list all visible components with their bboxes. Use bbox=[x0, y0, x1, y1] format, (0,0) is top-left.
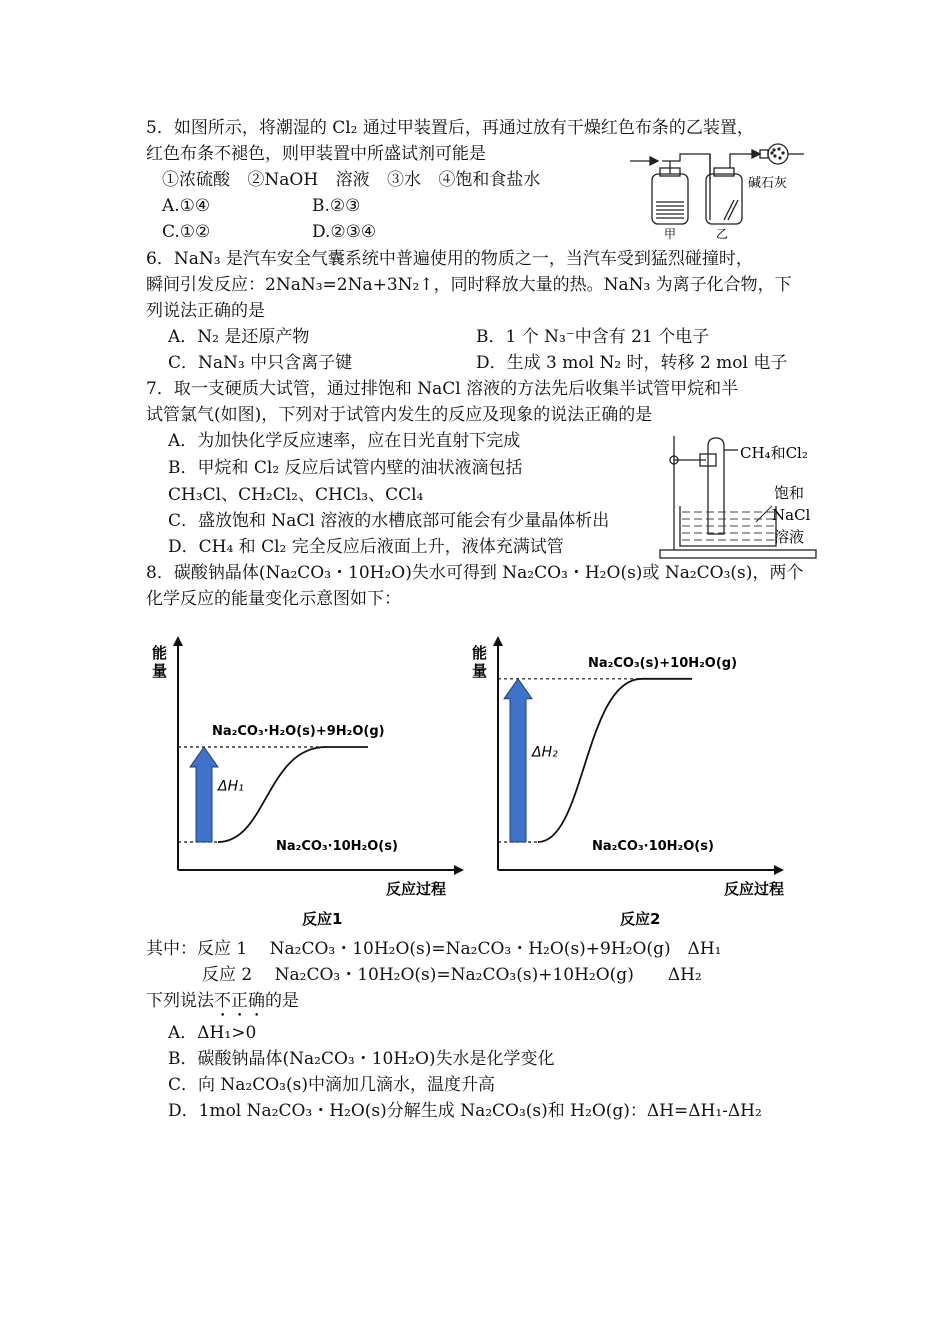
x-axis-label: 反应过程 bbox=[724, 880, 785, 898]
q8-question-post: 的是 bbox=[265, 991, 299, 1011]
q5-line2: 红色布条不褪色，则甲装置中所盛试剂可能是 bbox=[146, 144, 486, 164]
delta-h-arrow bbox=[504, 679, 532, 842]
delta-h-label: ΔH₁ bbox=[218, 778, 244, 795]
saturated-label-3: 溶液 bbox=[774, 528, 805, 546]
q6-line3: 列说法正确的是 bbox=[146, 301, 265, 321]
q5-option-a: A.①④ bbox=[162, 196, 211, 216]
saturated-label-1: 饱和 bbox=[774, 484, 805, 502]
q8-reaction2: 反应 2 Na₂CO₃・10H₂O(s)=Na₂CO₃(s)+10H₂O(g) ΔH₂ bbox=[202, 965, 702, 985]
q7-option-d: D．CH₄ 和 Cl₂ 完全反应后液面上升，液体充满试管 bbox=[168, 537, 564, 557]
q7-option-c: C．盛放饱和 NaCl 溶液的水槽底部可能会有少量晶体析出 bbox=[168, 511, 610, 531]
q6-line2: 瞬间引发反应：2NaN₃=2Na+3N₂↑，同时释放大量的热。NaN₃ 为离子化合物，下 bbox=[146, 275, 792, 295]
ch4-cl2-label: CH₄和Cl₂ bbox=[740, 444, 808, 462]
start-level-label: Na₂CO₃·10H₂O(s) bbox=[276, 839, 398, 854]
q6-option-a: A．N₂ 是还原产物 bbox=[168, 327, 310, 347]
q6-line1: 6．NaN₃ 是汽车安全气囊系统中普遍使用的物质之一，当汽车受到猛烈碰撞时， bbox=[146, 249, 753, 269]
q6-option-c: C．NaN₃ 中只含离子键 bbox=[168, 353, 353, 373]
chart-title: 反应1 bbox=[302, 910, 343, 928]
y-axis-arrowhead bbox=[493, 636, 503, 646]
q5-line1: 5．如图所示，将潮湿的 Cl₂ 通过甲装置后，再通过放有干燥红色布条的乙装置， bbox=[146, 118, 754, 138]
x-axis-label: 反应过程 bbox=[386, 880, 447, 898]
q7-option-a: A．为加快化学反应速率，应在日光直射下完成 bbox=[168, 431, 521, 451]
y-axis-label-char: 量 bbox=[472, 662, 488, 680]
y-axis-label-char: 能 bbox=[472, 644, 488, 662]
y-axis-label-char: 能 bbox=[152, 644, 168, 662]
y-axis-label-char: 量 bbox=[152, 662, 168, 680]
q8-question bbox=[146, 989, 299, 1021]
q8-line1: 8．碳酸钠晶体(Na₂CO₃・10H₂O)失水可得到 Na₂CO₃・H₂O(s)或 Na₂CO₃(s)，两个 bbox=[146, 563, 804, 583]
q6-option-d: D．生成 3 mol N₂ 时，转移 2 mol 电子 bbox=[476, 353, 788, 373]
q8-line2: 化学反应的能量变化示意图如下： bbox=[146, 589, 401, 609]
energy-diagram-reaction2 bbox=[466, 628, 796, 934]
q8-question-pre: 下列说法 bbox=[146, 991, 214, 1011]
jia-label: 甲 bbox=[664, 227, 677, 240]
energy-diagram-reaction1 bbox=[146, 628, 476, 934]
energy-curve bbox=[538, 679, 692, 842]
q5-option-d: D.②③④ bbox=[312, 222, 377, 242]
x-axis-arrowhead bbox=[774, 865, 784, 875]
q6-option-b: B．1 个 N₃⁻中含有 21 个电子 bbox=[476, 327, 710, 347]
yi-label: 乙 bbox=[716, 227, 729, 240]
q8-reaction1: 其中：反应 1 Na₂CO₃・10H₂O(s)=Na₂CO₃・H₂O(s)+9H₂O(g) ΔH₁ bbox=[146, 939, 722, 959]
q8-option-a: A．ΔH₁>0 bbox=[168, 1023, 257, 1043]
q8-option-b: B．碳酸钠晶体(Na₂CO₃・10H₂O)失水是化学变化 bbox=[168, 1049, 555, 1069]
start-level-label: Na₂CO₃·10H₂O(s) bbox=[592, 839, 714, 854]
q7-line2: 试管氯气(如图)，下列对于试管内发生的反应及现象的说法正确的是 bbox=[146, 405, 653, 425]
saturated-label-2: NaCl bbox=[772, 506, 811, 524]
q8-option-c: C．向 Na₂CO₃(s)中滴加几滴水，温度升高 bbox=[168, 1075, 495, 1095]
q5-reagents: ①浓硫酸 ②NaOH 溶液 ③水 ④饱和食盐水 bbox=[162, 170, 541, 190]
q7-option-b-line1: B．甲烷和 Cl₂ 反应后试管内壁的油状液滴包括 bbox=[168, 458, 523, 478]
end-level-label: Na₂CO₃·H₂O(s)+9H₂O(g) bbox=[212, 724, 385, 739]
q8-question-emphasis: 不正确 bbox=[214, 991, 265, 1011]
q5-apparatus-figure bbox=[630, 140, 810, 240]
chart-title: 反应2 bbox=[620, 910, 661, 928]
q5-option-b: B.②③ bbox=[312, 196, 361, 216]
y-axis-arrowhead bbox=[173, 636, 183, 646]
x-axis-arrowhead bbox=[454, 865, 464, 875]
q5-option-c: C.①② bbox=[162, 222, 211, 242]
q7-line1: 7．取一支硬质大试管，通过排饱和 NaCl 溶液的方法先后收集半试管甲烷和半 bbox=[146, 379, 739, 399]
delta-h-arrow bbox=[190, 747, 218, 842]
q8-option-d: D．1mol Na₂CO₃・H₂O(s)分解生成 Na₂CO₃(s)和 H₂O(g)：ΔH=ΔH₁-ΔH₂ bbox=[168, 1101, 762, 1121]
delta-h-label: ΔH₂ bbox=[532, 744, 558, 761]
end-level-label: Na₂CO₃(s)+10H₂O(g) bbox=[588, 655, 738, 671]
soda-lime-label: 碱石灰 bbox=[748, 176, 788, 191]
q7-option-b-line2: CH₃Cl、CH₂Cl₂、CHCl₃、CCl₄ bbox=[168, 485, 424, 505]
energy-curve bbox=[218, 747, 368, 842]
q7-apparatus-figure bbox=[656, 434, 822, 562]
